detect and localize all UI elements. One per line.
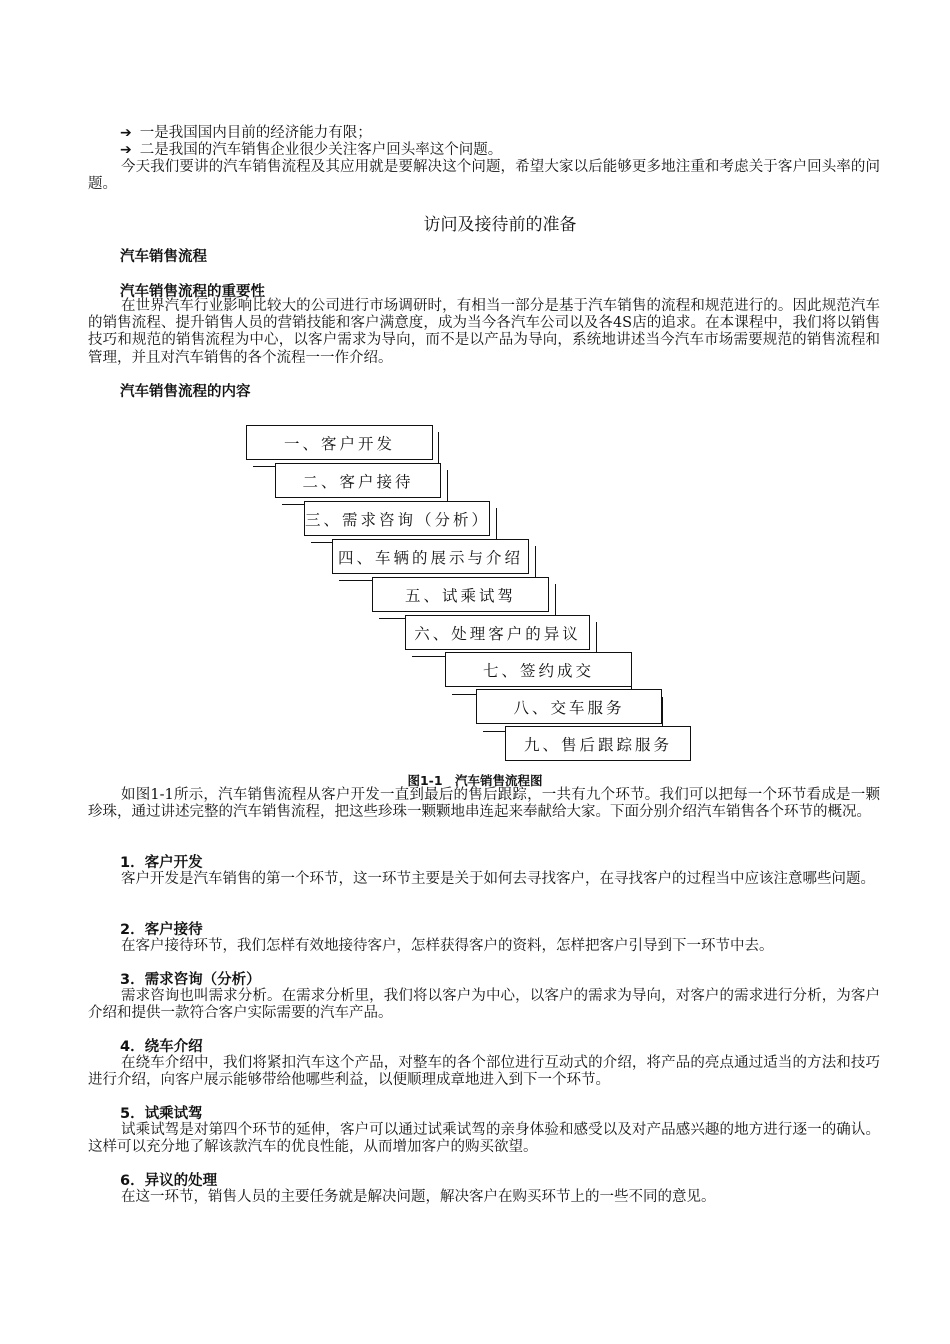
intro-paragraph: 今天我们要讲的汽车销售流程及其应用就是要解决这个问题，希望大家以后能够更多地注重和考虑关于客户回头率的问题。 <box>88 159 880 193</box>
bullet-item <box>120 125 372 142</box>
section-heading-5: 5．试乘试驾 <box>120 1106 203 1122</box>
section-body-2: 在客户接待环节，我们怎样有效地接待客户，怎样获得客户的资料，怎样把客户引导到下一环节中去。 <box>121 938 774 954</box>
figure-paragraph: 如图1-1所示，汽车销售流程从客户开发一直到最后的售后跟踪，一共有九个环节。我们可以把每一个环节看成是一颗珍珠，通过讲述完整的汽车销售流程，把这些珍珠一颗颗地串连起来奉献给大家。下面分别介绍汽车销售各个环节的概况。 <box>88 787 880 821</box>
bullet-text: 一是我国国内目前的经济能力有限； <box>139 125 372 141</box>
subsection-title: 汽车销售流程 <box>120 249 207 265</box>
section-body-1: 客户开发是汽车销售的第一个环节，这一环节主要是关于如何去寻找客户，在寻找客户的过程当中应该注意哪些问题。 <box>121 871 875 887</box>
importance-paragraph: 在世界汽车行业影响比较大的公司进行市场调研时，有相当一部分是基于汽车销售的流程和规范进行的。因此规范汽车的销售流程、提升销售人员的营销技能和客户满意度，成为当今各汽车公司以及各4S店的追求。在本课程中，我们将以销售技巧和规范的销售流程为中心，以客户需求为导向，而不是以产品为导向，系统地讲述当今汽车市场需要规范的销售流程和管理，并且对汽车销售的各个流程一一作介绍。 <box>88 298 880 366</box>
flow-step-4: 四、车辆的展示与介绍 <box>332 539 529 574</box>
flow-step-2: 二、客户接待 <box>275 463 441 498</box>
bullet-item <box>120 142 502 159</box>
section-heading-3: 3．需求咨询（分析） <box>120 972 261 988</box>
flow-step-9: 九、售后跟踪服务 <box>505 726 691 761</box>
section-title: 访问及接待前的准备 <box>423 215 577 235</box>
arrow-right-icon: ➔ <box>120 125 132 141</box>
figure-caption: 图1-1 汽车销售流程图 <box>407 773 543 788</box>
importance-heading: 汽车销售流程的重要性 <box>120 284 265 300</box>
section-body-6: 在这一环节，销售人员的主要任务就是解决问题，解决客户在购买环节上的一些不同的意见。 <box>121 1189 716 1205</box>
flow-step-7: 七、签约成交 <box>445 652 632 687</box>
arrow-right-icon: ➔ <box>120 142 132 158</box>
section-heading-2: 2．客户接待 <box>120 922 203 938</box>
flow-step-6: 六、处理客户的异议 <box>405 615 590 650</box>
flow-step-1: 一、客户开发 <box>246 425 433 460</box>
flow-step-8: 八、交车服务 <box>476 689 662 724</box>
section-body-5: 试乘试驾是对第四个环节的延伸，客户可以通过试乘试驾的亲身体验和感受以及对产品感兴趣的地方进行逐一的确认。这样可以充分地了解该款汽车的优良性能，从而增加客户的购买欲望。 <box>88 1122 880 1156</box>
content-heading: 汽车销售流程的内容 <box>120 384 251 400</box>
bullet-text: 二是我国的汽车销售企业很少关注客户回头率这个问题。 <box>139 142 503 158</box>
section-body-4: 在绕车介绍中，我们将紧扣汽车这个产品，对整车的各个部位进行互动式的介绍，将产品的亮点通过适当的方法和技巧进行介绍，向客户展示能够带给他哪些利益，以便顺理成章地进入到下一个环节。 <box>88 1055 880 1089</box>
flow-step-3: 三、需求咨询（分析） <box>304 501 490 536</box>
section-heading-4: 4．绕车介绍 <box>120 1039 203 1055</box>
section-body-3: 需求咨询也叫需求分析。在需求分析里，我们将以客户为中心，以客户的需求为导向，对客户的需求进行分析，为客户介绍和提供一款符合客户实际需要的汽车产品。 <box>88 988 880 1022</box>
flow-step-5: 五、试乘试驾 <box>372 577 549 612</box>
section-heading-1: 1．客户开发 <box>120 855 203 871</box>
section-heading-6: 6．异议的处理 <box>120 1173 218 1189</box>
